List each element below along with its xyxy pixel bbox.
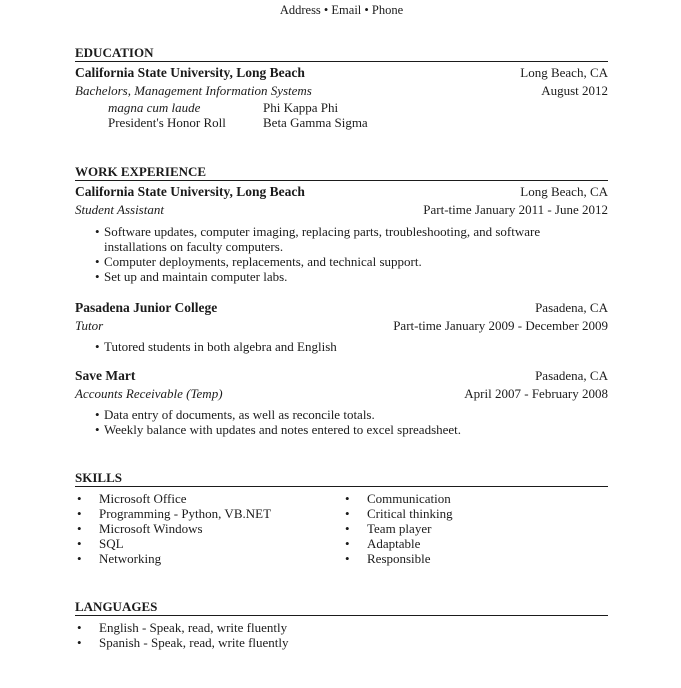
honors-list — [108, 100, 608, 130]
bullet-glyph: • — [77, 491, 82, 506]
languages-heading: LANGUAGES — [75, 599, 608, 616]
job-bullet-list — [95, 224, 608, 284]
bullet-glyph: • — [95, 407, 100, 422]
job-dates: Part-time January 2009 - December 2009 — [393, 318, 608, 333]
section-education — [75, 45, 608, 130]
bullet-glyph: • — [345, 506, 350, 521]
bullet-glyph: • — [95, 339, 100, 354]
section-work-experience — [75, 164, 608, 437]
skill-item: • Responsible — [345, 551, 431, 566]
honors-row — [108, 115, 608, 130]
degree-name: Bachelors, Management Information Systems — [75, 83, 312, 98]
job-bullet: • Weekly balance with updates and notes entered to excel spreadsheet. — [95, 422, 462, 437]
skills-heading: SKILLS — [75, 470, 608, 487]
language-item: • Spanish - Speak, read, write fluently — [77, 635, 289, 650]
job-bullet: • Software updates, computer imaging, replacing parts, troubleshooting, and software installations on faculty computers. — [95, 224, 541, 254]
school-location: Long Beach, CA — [520, 65, 608, 80]
education-school-row — [75, 64, 608, 82]
employer-name: Pasadena Junior College — [75, 300, 218, 315]
bullet-glyph: • — [95, 422, 100, 437]
job-title-row — [75, 201, 608, 219]
skill-item: • Microsoft Windows — [77, 521, 203, 536]
skill-item: • Microsoft Office — [77, 491, 187, 506]
bullet-glyph: • — [345, 536, 350, 551]
skills-column-right — [343, 491, 608, 566]
bullet-glyph: • — [95, 269, 100, 284]
honor-item: Beta Gamma Sigma — [263, 115, 368, 130]
honor-item: Phi Kappa Phi — [263, 100, 339, 115]
honor-item: magna cum laude — [108, 100, 201, 115]
school-name: California State University, Long Beach — [75, 65, 305, 80]
bullet-glyph: • — [77, 521, 82, 536]
job-bullet-list — [95, 407, 608, 437]
language-item: • English - Speak, read, write fluently — [77, 620, 288, 635]
job-bullet: • Tutored students in both algebra and English — [95, 339, 337, 354]
job-employer-row — [75, 367, 608, 385]
skill-item: • SQL — [77, 536, 124, 551]
work-experience-heading: WORK EXPERIENCE — [75, 164, 608, 181]
contact-line: Address • Email • Phone — [279, 3, 404, 17]
bullet-glyph: • — [345, 491, 350, 506]
honors-row — [108, 100, 608, 115]
skill-item: • Critical thinking — [345, 506, 453, 521]
job-location: Pasadena, CA — [535, 300, 608, 315]
bullet-glyph: • — [77, 635, 82, 650]
job-title-row — [75, 317, 608, 335]
job-entry — [75, 299, 608, 354]
job-bullet: • Set up and maintain computer labs. — [95, 269, 288, 284]
bullet-glyph: • — [95, 254, 100, 269]
bullet-glyph: • — [77, 506, 82, 521]
job-location: Long Beach, CA — [520, 184, 608, 199]
skill-item: • Networking — [77, 551, 162, 566]
bullet-glyph: • — [95, 224, 100, 239]
education-degree-row — [75, 82, 608, 100]
bullet-glyph: • — [77, 551, 82, 566]
graduation-date: August 2012 — [541, 83, 608, 98]
bullet-glyph: • — [77, 620, 82, 635]
job-dates: April 2007 - February 2008 — [464, 386, 608, 401]
job-title-row — [75, 385, 608, 403]
section-skills — [75, 470, 608, 566]
job-bullet: • Data entry of documents, as well as reconcile totals. — [95, 407, 375, 422]
job-bullet-list — [95, 339, 608, 354]
skills-columns — [75, 491, 608, 566]
job-entry — [75, 183, 608, 284]
education-heading: EDUCATION — [75, 45, 608, 62]
skill-item: • Programming - Python, VB.NET — [77, 506, 272, 521]
skill-item: • Adaptable — [345, 536, 421, 551]
bullet-glyph: • — [77, 536, 82, 551]
bullet-glyph: • — [345, 521, 350, 536]
job-employer-row — [75, 183, 608, 201]
job-title: Accounts Receivable (Temp) — [75, 386, 223, 401]
job-bullet: • Computer deployments, replacements, and technical support. — [95, 254, 422, 269]
job-dates: Part-time January 2011 - June 2012 — [423, 202, 608, 217]
job-entry — [75, 367, 608, 437]
languages-list — [75, 620, 608, 650]
job-title: Tutor — [75, 318, 104, 333]
employer-name: Save Mart — [75, 368, 136, 383]
bullet-glyph: • — [345, 551, 350, 566]
employer-name: California State University, Long Beach — [75, 184, 305, 199]
honor-item: President's Honor Roll — [108, 115, 226, 130]
job-title: Student Assistant — [75, 202, 164, 217]
skills-column-left — [75, 491, 343, 566]
job-employer-row — [75, 299, 608, 317]
skill-item: • Team player — [345, 521, 432, 536]
job-location: Pasadena, CA — [535, 368, 608, 383]
section-languages — [75, 599, 608, 650]
skill-item: • Communication — [345, 491, 451, 506]
